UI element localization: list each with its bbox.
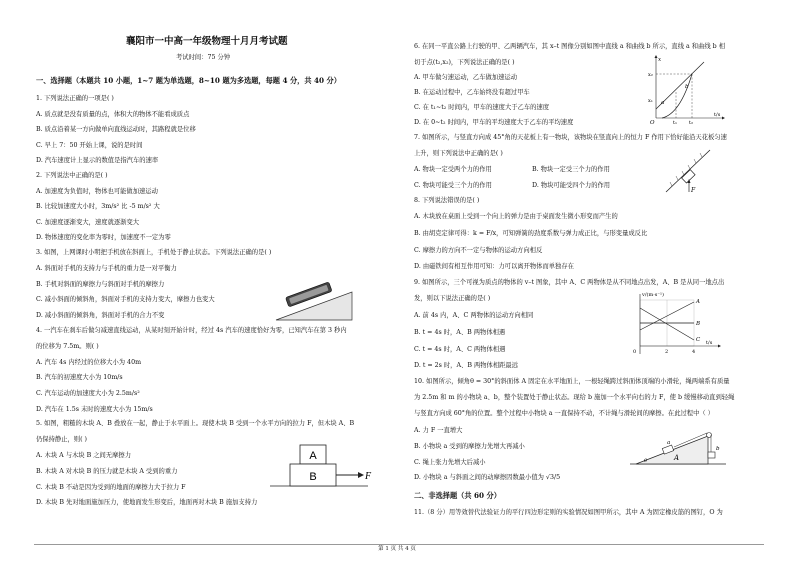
q5-stem-1: 5. 如图，粗糙的木块 A、B 叠放在一起，静止于水平面上。现使木块 B 受到一个水平方向的拉力 F，但木块 A、B	[36, 420, 355, 427]
ceiling-line	[666, 150, 710, 192]
xt-b-label: b	[685, 84, 689, 90]
vt-A-label: A	[696, 299, 700, 305]
force-label: F	[365, 471, 372, 482]
q9-option-a[interactable]: A. 前 4s 内，A、C 两物体的运动方向相同	[414, 312, 534, 319]
phone-incline-figure	[274, 272, 354, 322]
q8-option-b[interactable]: B. 由胡克定律可得：k = F/x，可知弹簧的劲度系数与弹力成正比，与形变量成反比	[414, 230, 648, 237]
q7-stem-2: 上升，则下列说法中正确的是( )	[414, 150, 503, 157]
xt-x1-label: x₁	[648, 98, 653, 104]
q4-option-d[interactable]: D. 汽车在 1.5s 末时的速度大小为 15m/s	[36, 406, 153, 413]
page-number: 第 1 页 共 4 页	[378, 546, 416, 552]
block-a-label: A	[309, 450, 317, 462]
section-1-heading: 一、选择题（本题共 10 小题，1~7 题为单选题，8~10 题为多选题，每题 4 分，共 40 分）	[36, 76, 341, 85]
q4-option-a[interactable]: A. 汽车 4s 内经过的位移大小为 40m	[36, 359, 142, 366]
q5-option-b[interactable]: B. 木块 A 对木块 B 的压力就是木块 A 受到的重力	[36, 468, 178, 475]
q10-option-b[interactable]: B. 小物块 a 受到的摩擦力先增大再减小	[414, 443, 525, 450]
xt-origin-label: O	[650, 120, 655, 126]
q4-stem-1: 4. 一汽车在刹车后做匀减速直线运动，从某时刻开始计时，经过 4s 汽车的速度恰好为零，已知汽车在第 3 秒内	[36, 327, 347, 334]
q10-stem-3: 与竖直方向成 60°角的位置。整个过程中小物块 a 一直保持不动，不计绳与滑轮间的摩擦。在此过程中（ ）	[414, 410, 714, 417]
vt-graph-figure	[628, 290, 728, 360]
block-b-label: B	[309, 471, 317, 483]
curve-b	[662, 74, 692, 118]
fig10-A-label: A	[674, 454, 680, 462]
q2-option-d[interactable]: D. 物体速度的变化率为零时，加速度不一定为零	[36, 234, 171, 241]
vt-C-label: C	[696, 337, 701, 343]
xt-t-label: t/s	[714, 112, 721, 118]
exam-time: 考试时间：75 分钟	[176, 54, 231, 61]
block-b-small	[708, 452, 715, 458]
xt-t-arrow	[722, 117, 725, 120]
vt-tick-2: 2	[665, 349, 669, 355]
vt-tick-4: 4	[692, 349, 696, 355]
q5-option-a[interactable]: A. 木块 A 与木块 B 之间无摩擦力	[36, 452, 131, 459]
q1-option-c[interactable]: C. 早上 7：50 开始上课，说的是时间	[36, 142, 143, 149]
q5-stem-2: 仍保持静止，则( )	[36, 436, 87, 443]
q2-option-c[interactable]: C. 加速度逐渐变大，速度就逐渐变大	[36, 219, 140, 226]
q1-option-d[interactable]: D. 汽车速度计上显示的数值是指汽车的速率	[36, 157, 159, 164]
q9-option-c[interactable]: C. t = 4s 时，A、C 两物体相遇	[414, 346, 506, 353]
q6-option-d[interactable]: D. 在 0~t₂ 时间内，甲车的平均速度大于乙车的平均速度	[414, 119, 574, 126]
q3-option-a[interactable]: A. 斜面对手机的支持力与手机的重力是一对平衡力	[36, 265, 177, 272]
q4-option-b[interactable]: B. 汽车的初速度大小为 10m/s	[36, 374, 123, 381]
vt-t-arrow	[718, 345, 721, 348]
q9-option-d[interactable]: D. t = 2s 时，A、B 两物体相距最远	[414, 362, 519, 369]
q10-stem-1: 10. 如图所示，倾角θ = 30°的斜面体 A 固定在水平地面上，一根轻绳跨过斜面体顶端的小滑轮，绳两端系有质量	[414, 378, 730, 385]
q6-option-b[interactable]: B. 在运动过程中，乙车始终没有超过甲车	[414, 89, 530, 96]
q9-stem-1: 9. 如图所示，三个可视为质点的物体的 v–t 图象，其中 A、C 两物体是从不同地点出发，A、B 是从同一地点出	[414, 279, 725, 286]
vt-v-label: v/(m·s⁻¹)	[642, 292, 664, 298]
q2-stem: 2. 下列说法中正确的是( )	[36, 172, 108, 179]
q2-option-a[interactable]: A. 加速度为负值时，物体也可能做加速运动	[36, 188, 158, 195]
ceiling-block-figure	[658, 146, 718, 196]
q5-option-c[interactable]: C. 木块 B 不动是因为受到的地面的摩擦力大于拉力 F	[36, 484, 186, 491]
q6-option-a[interactable]: A. 甲车做匀速运动，乙车做加速运动	[414, 74, 518, 81]
q10-option-d[interactable]: D. 小物块 a 与斜面之间的动摩擦因数最小值为 √3/5	[414, 474, 561, 481]
q6-stem-1: 6. 在同一平直公路上行驶的甲、乙两辆汽车，其 x–t 图像分别如图中直线 a 和曲线 b 所示，直线 a 和曲线 b 相	[414, 43, 725, 50]
q3-option-b[interactable]: B. 手机对斜面的摩擦力与斜面对手机的摩擦力	[36, 281, 165, 288]
q3-option-c[interactable]: C. 减小斜面的倾斜角，斜面对手机的支持力变大，摩擦力也变大	[36, 296, 215, 303]
q7-stem-1: 7. 如图所示，与竖直方向成 45°角的天花板上有一物块，该物块在竖直向上的恒力 F 作用下恰好能沿天花板匀速	[414, 134, 727, 141]
q7-option-a[interactable]: A. 物块一定受两个力的作用	[414, 166, 492, 173]
xt-graph-figure	[648, 54, 726, 124]
q3-option-d[interactable]: D. 减小斜面的倾斜角，斜面对手机的合力不变	[36, 312, 165, 319]
q8-option-d[interactable]: D. 由磁铁间有相互作用可知：力可以离开物体而单独存在	[414, 263, 574, 270]
q10-stem-2: 为 2.5m 和 m 的小物块 a、b，整个装置处于静止状态。现给 b 施加一个水平向右的力 F，使 b 缓慢移动直到轻绳	[414, 394, 735, 401]
q8-option-a[interactable]: A. 木块放在桌面上受到一个向上的弹力是由于桌面发生微小形变而产生的	[414, 213, 618, 220]
q1-option-b[interactable]: B. 质点沿着某一方向做单向直线运动时，其路程就是位移	[36, 126, 196, 133]
q8-option-c[interactable]: C. 摩擦力的方向不一定与物体的运动方向相反	[414, 247, 543, 254]
stacked-blocks-figure	[270, 440, 370, 492]
xt-t1-label: t₁	[673, 120, 678, 126]
q7-option-d[interactable]: D. 物块可能受四个力的作用	[532, 182, 611, 189]
fig10-b-label: b	[716, 446, 720, 452]
q4-option-c[interactable]: C. 汽车运动的加速度大小为 2.5m/s²	[36, 390, 140, 397]
q7-option-c[interactable]: C. 物块可能受三个力的作用	[414, 182, 492, 189]
q9-stem-2: 发，则以下说法正确的是( )	[414, 295, 491, 302]
vt-origin: 0	[633, 349, 637, 355]
q2-option-b[interactable]: B. 比较加速度大小时，3m/s² 比 -5 m/s² 大	[36, 203, 160, 210]
q6-stem-2: 切于点(t₂,x₂)，下列说法正确的是( )	[414, 59, 515, 66]
xt-t2-label: t₂	[689, 120, 694, 126]
xt-x-label: x	[658, 57, 662, 63]
incline-pulley-figure	[630, 422, 728, 468]
vt-t-label: t/s	[706, 340, 713, 346]
exam-title: 襄阳市一中高一年级物理十月月考试题	[126, 36, 288, 47]
xt-a-label: a	[661, 100, 665, 106]
vt-B-label: B	[696, 321, 701, 327]
q5-option-d[interactable]: D. 木块 B 先对地面施加压力，使地面发生形变后，地面再对木块 B 施加支持力	[36, 499, 258, 506]
q10-option-a[interactable]: A. 力 F 一直增大	[414, 427, 463, 434]
q7-option-b[interactable]: B. 物块一定受三个力的作用	[532, 166, 610, 173]
fig10-theta-label: θ	[644, 458, 648, 464]
q6-option-c[interactable]: C. 在 t₁~t₂ 时间内，甲车的速度大于乙车的速度	[414, 104, 550, 111]
q8-stem: 8. 下列说法错误的是( )	[414, 197, 480, 204]
xt-x2-label: x₂	[648, 72, 653, 78]
q3-stem: 3. 如图，上网课时小明把手机放在斜面上，手机处于静止状态。下列说法正确的是( )	[36, 249, 272, 256]
q10-option-c[interactable]: C. 绳上张力先增大后减小	[414, 459, 486, 466]
ceiling-force-label: F	[691, 187, 696, 194]
q1-option-a[interactable]: A. 质点就是没有质量的点，体积大的物体不能看成质点	[36, 111, 190, 118]
q1-stem: 1. 下列说法正确的一项是( )	[36, 95, 114, 102]
q11-stem: 11.（8 分）用等效替代法验证力的平行四边形定则的实验情况如图甲所示，其中 A 为固定橡皮筋的图钉，O 为	[414, 509, 723, 516]
section-2-heading: 二、非选择题（共 60 分）	[414, 491, 501, 500]
q9-option-b[interactable]: B. t = 4s 时，A、B 两物体相遇	[414, 329, 506, 336]
q4-stem-2: 的位移为 7.5m。则( )	[36, 343, 99, 350]
fig10-a-label: a	[667, 440, 671, 446]
force-arrowhead	[358, 472, 364, 478]
